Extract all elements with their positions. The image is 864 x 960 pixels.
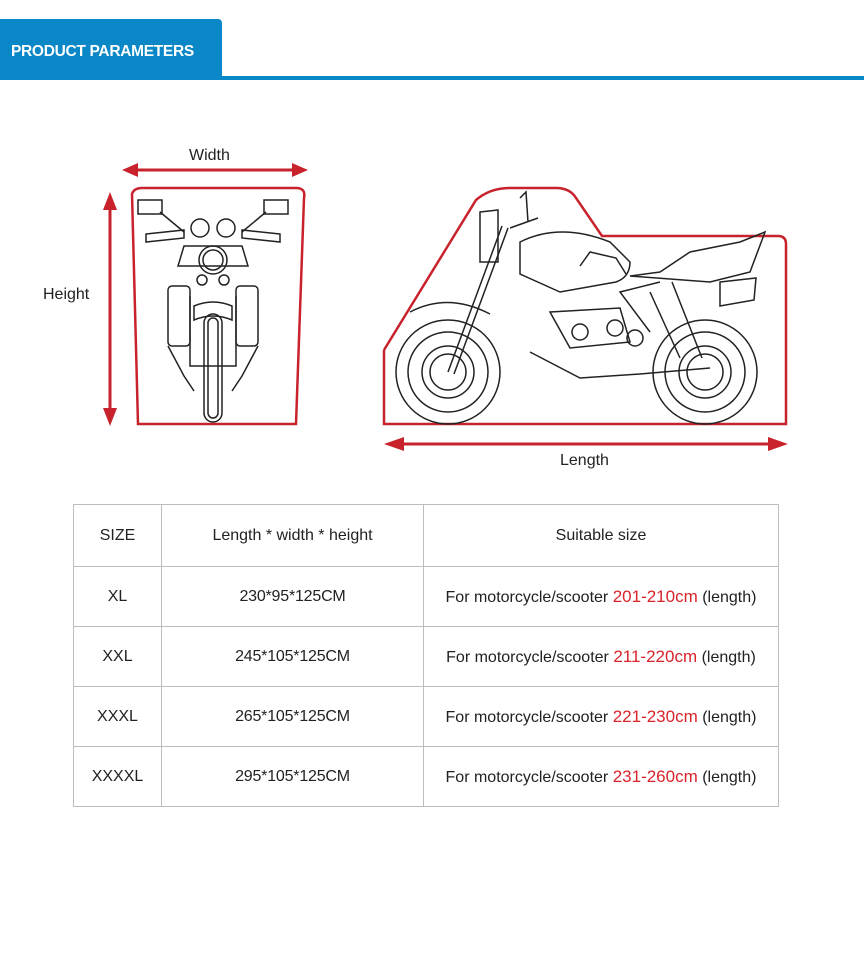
table-row xyxy=(74,627,779,687)
size-cell: XXXXL xyxy=(74,747,162,807)
height-arrow-icon xyxy=(100,190,120,430)
suitable-suffix: (length) xyxy=(701,648,756,666)
width-arrow-icon xyxy=(120,160,310,180)
motorcycle-side-view-icon xyxy=(380,182,790,430)
table-row xyxy=(74,747,779,807)
table-row xyxy=(74,687,779,747)
size-cell: XL xyxy=(74,567,162,627)
suitable-size-cell xyxy=(424,687,779,747)
length-range: 231-260cm xyxy=(612,766,698,786)
size-table xyxy=(73,504,779,807)
suitable-size-cell xyxy=(424,747,779,807)
dimensions-cell: 230*95*125CM xyxy=(162,567,424,627)
table-header-row xyxy=(74,505,779,567)
size-cell: XXL xyxy=(74,627,162,687)
height-label: Height xyxy=(43,286,90,303)
section-title: PRODUCT PARAMETERS xyxy=(11,43,194,60)
length-range: 221-230cm xyxy=(612,706,698,726)
suitable-suffix: (length) xyxy=(702,708,757,726)
motorcycle-front-view-icon xyxy=(124,186,310,428)
length-range: 201-210cm xyxy=(612,586,698,606)
suitable-size-cell xyxy=(424,567,779,627)
header-suitable-size: Suitable size xyxy=(424,505,779,567)
header-size: SIZE xyxy=(74,505,162,567)
length-arrow-icon xyxy=(382,434,790,454)
suitable-prefix: For motorcycle/scooter xyxy=(445,768,609,786)
header-divider xyxy=(0,76,864,80)
suitable-prefix: For motorcycle/scooter xyxy=(446,648,609,666)
suitable-prefix: For motorcycle/scooter xyxy=(445,708,609,726)
table-row xyxy=(74,567,779,627)
length-label: Length xyxy=(560,452,609,469)
suitable-suffix: (length) xyxy=(702,768,757,786)
section-header-tab xyxy=(0,19,222,80)
suitable-size-cell xyxy=(424,627,779,687)
dimensions-cell: 295*105*125CM xyxy=(162,747,424,807)
header-dimensions: Length * width * height xyxy=(162,505,424,567)
size-cell: XXXL xyxy=(74,687,162,747)
dimensions-cell: 265*105*125CM xyxy=(162,687,424,747)
length-range: 211-220cm xyxy=(613,646,698,666)
suitable-suffix: (length) xyxy=(702,588,757,606)
width-label: Width xyxy=(189,147,230,164)
dimensions-cell: 245*105*125CM xyxy=(162,627,424,687)
suitable-prefix: For motorcycle/scooter xyxy=(445,588,609,606)
